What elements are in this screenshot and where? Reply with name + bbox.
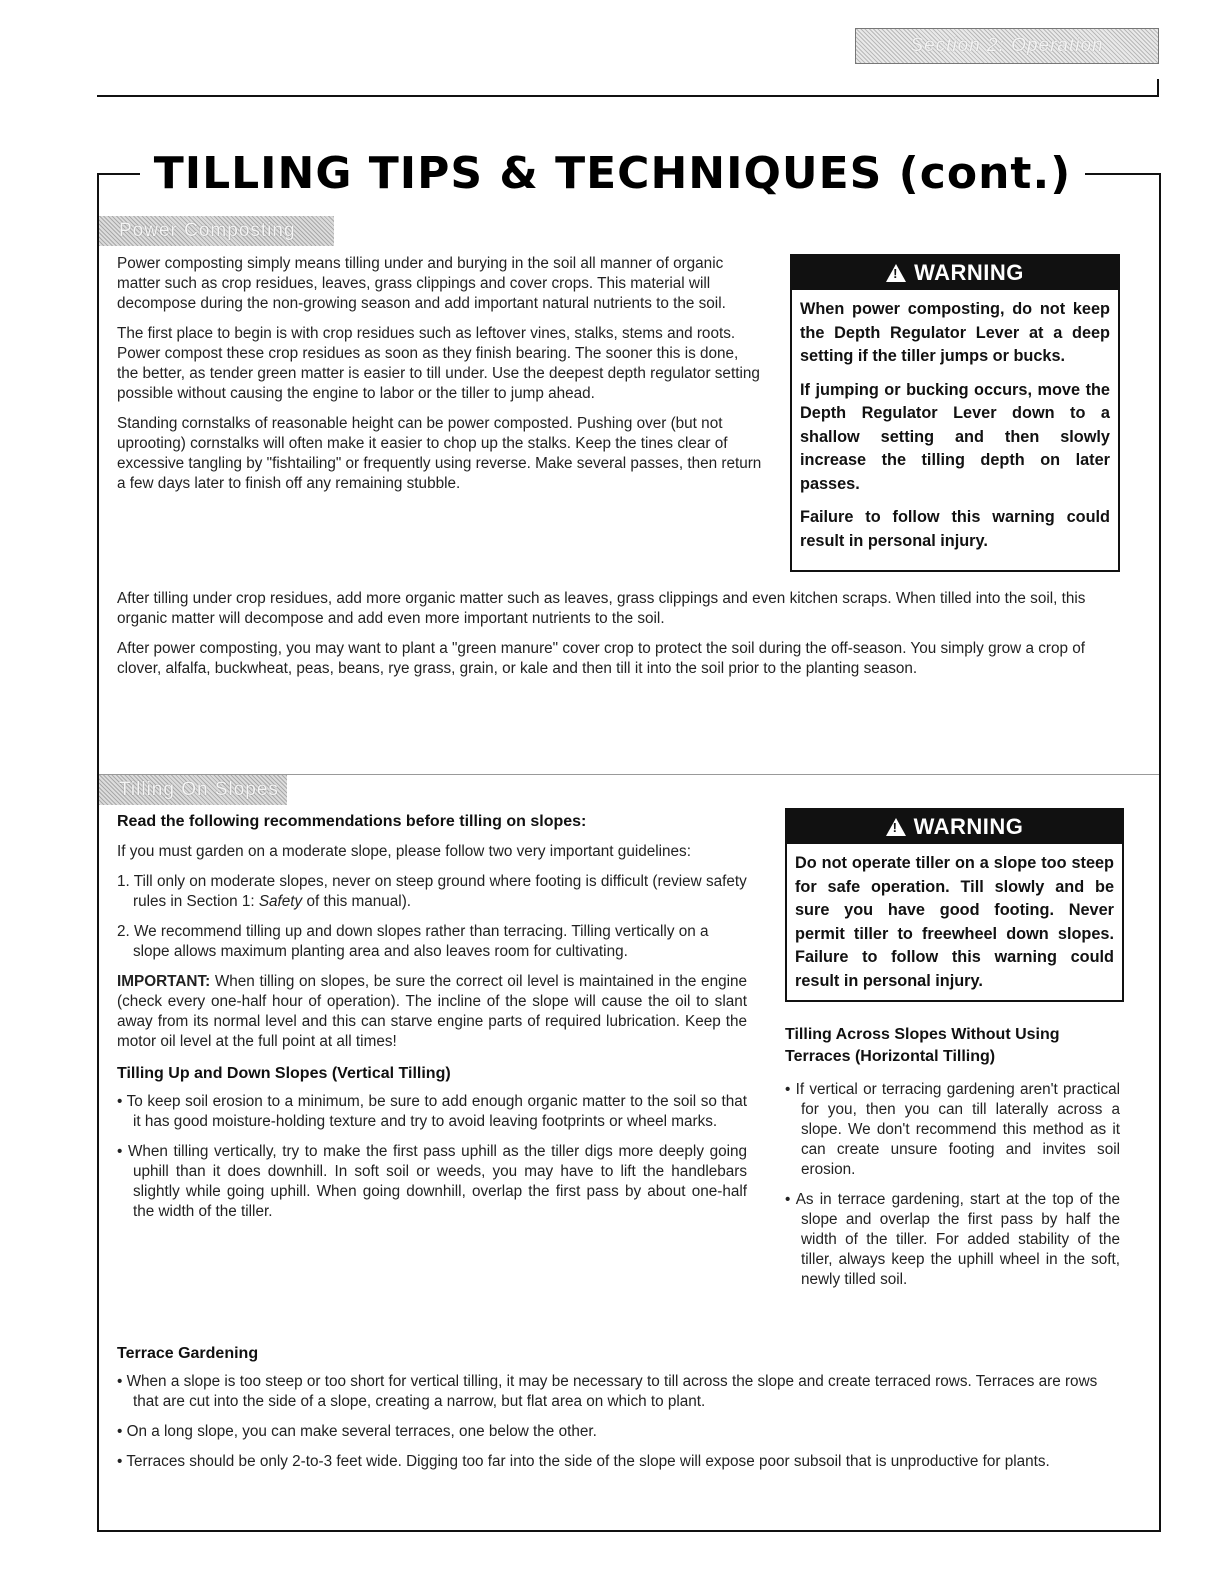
tilling-on-slopes-tab: Tilling On Slopes [99, 775, 287, 805]
slopes-right-column [785, 1024, 1120, 1300]
vertical-tilling-heading: Tilling Up and Down Slopes (Vertical Tilling) [117, 1065, 451, 1082]
paragraph: After tilling under crop residues, add more organic matter such as leaves, grass clippings and even kitchen scraps. When tilled into the soil, this organic matter will decompose and add even more important nutrients to the soil. [117, 590, 1086, 627]
warning-triangle-icon [886, 818, 906, 836]
section-tab-operation: Section 2: Operation [855, 28, 1159, 64]
title-wrap [0, 148, 1225, 200]
slopes-left-column [117, 812, 747, 1232]
list-item: • On a long slope, you can make several terraces, one below the other. [117, 1423, 597, 1440]
warning-paragraph: Failure to follow this warning could result in personal injury. [800, 508, 1110, 550]
paragraph: The first place to begin is with crop residues such as leftover vines, stalks, stems and roots. Power compost these crop residues as soon as they finish bearing. The sooner this is done, the better, as tender green matter is easier to till under. Use the deepest depth regulator setting possible without causing the engine to labor or the tiller to jump ahead. [117, 325, 760, 402]
terrace-gardening-heading: Terrace Gardening [117, 1345, 259, 1362]
warning-body [792, 290, 1118, 559]
guideline-text: 1. Till only on moderate slopes, never on steep ground where footing is difficult (review safety rules in Section 1: [117, 873, 747, 910]
horizontal-tilling-heading: Tilling Across Slopes Without Using Terraces (Horizontal Tilling) [785, 1026, 1060, 1065]
guideline-item-2: 2. We recommend tilling up and down slopes rather than terracing. Tilling vertically on a slope allows maximum planting area and also leaves room for cultivating. [117, 923, 709, 960]
safety-reference: Safety [258, 893, 303, 910]
power-composting-full-text [117, 589, 1112, 689]
list-item: • If vertical or terracing gardening aren't practical for you, then you can till laterally across a slope. We don't recommend this method as it can create unsure footing and invites soil erosion. [785, 1081, 1120, 1178]
warning-paragraph: When power composting, do not keep the Depth Regulator Lever at a deep setting if the tiller jumps or bucks. [800, 300, 1110, 365]
intro-paragraph: If you must garden on a moderate slope, please follow two very important guidelines: [117, 843, 691, 860]
list-item: • When tilling vertically, try to make the first pass uphill as the tiller digs more deeply going uphill than it does downhill. In soft soil or weeds, you may have to lift the handlebars slightly while going uphill. When going downhill, overlap the first pass by about one-half the width of the tiller. [117, 1143, 747, 1220]
list-item: • As in terrace gardening, start at the top of the slope and overlap the first pass by half the width of the tiller. For added stability of the tiller, always keep the uphill wheel in the soft, newly tilled soil. [785, 1191, 1120, 1288]
warning-body [787, 844, 1122, 999]
power-composting-tab: Power Composting [99, 216, 334, 246]
warning-paragraph: Do not operate tiller on a slope too steep for safe operation. Till slowly and be sure you have good footing. Never permit tiller to freewheel down slopes. Failure to follow this warning could result in personal injury. [795, 854, 1114, 990]
paragraph: Standing cornstalks of reasonable height can be power composted. Pushing over (but not uprooting) cornstalks will often make it easier to chop up the stalks. Keep the tines clear of excessive tangling by "fishtailing" or frequently using reverse. Make several passes, then return a few days later to finish off any remaining stubble. [117, 415, 762, 492]
terrace-gardening-section [117, 1344, 1112, 1482]
intro-heading: Read the following recommendations before tilling on slopes: [117, 813, 587, 830]
header-rule-tick [1157, 79, 1159, 97]
header-rule [97, 95, 1159, 97]
warning-paragraph: If jumping or bucking occurs, move the Depth Regulator Lever down to a shallow setting and then slowly increase the tilling depth on later passes. [800, 380, 1110, 493]
guideline-item-1 [117, 872, 747, 912]
list-item: • When a slope is too steep or too short for vertical tilling, it may be necessary to till across the slope and create terraced rows. Terraces are rows that are cut into the side of a slope, creating a narrow, but flat area on which to plant. [117, 1373, 1098, 1410]
warning-title: WARNING [913, 814, 1024, 839]
slopes-warning [785, 808, 1124, 1002]
list-item: • To keep soil erosion to a minimum, be sure to add enough organic matter to the soil so that it has good moisture-holding texture and try to avoid leaving footprints or wheel marks. [117, 1093, 747, 1130]
important-paragraph [117, 972, 747, 1052]
paragraph: After power composting, you may want to plant a "green manure" cover crop to protect the soil during the off-season. You simply grow a crop of clover, alfalfa, buckwheat, peas, beans, rye grass, grain, or kale and then till it into the soil prior to the planting season. [117, 640, 1085, 677]
warning-header [787, 810, 1122, 844]
list-item: • Terraces should be only 2-to-3 feet wide. Digging too far into the side of the slope will expose poor subsoil that is unproductive for plants. [117, 1453, 1050, 1470]
page-title: TILLING TIPS & TECHNIQUES (cont.) [140, 148, 1086, 200]
warning-header [792, 256, 1118, 290]
important-label: IMPORTANT: [117, 973, 211, 990]
warning-title: WARNING [914, 260, 1024, 285]
power-composting-warning [790, 254, 1120, 572]
paragraph: Power composting simply means tilling under and burying in the soil all manner of organic matter such as crop residues, leaves, grass clippings and cover crops. This material will decompose during the non-growing season and add important natural nutrients to the soil. [117, 255, 726, 312]
guideline-text: of this manual). [302, 893, 412, 910]
power-composting-text [117, 254, 762, 504]
important-text: When tilling on slopes, be sure the correct oil level is maintained in the engine (check every one-half hour of operation). The incline of the slope will cause the oil to slant away from its normal level and this can starve engine parts of required lubrication. Keep the motor oil level at the full point at all times! [117, 973, 747, 1050]
warning-triangle-icon [886, 264, 906, 282]
